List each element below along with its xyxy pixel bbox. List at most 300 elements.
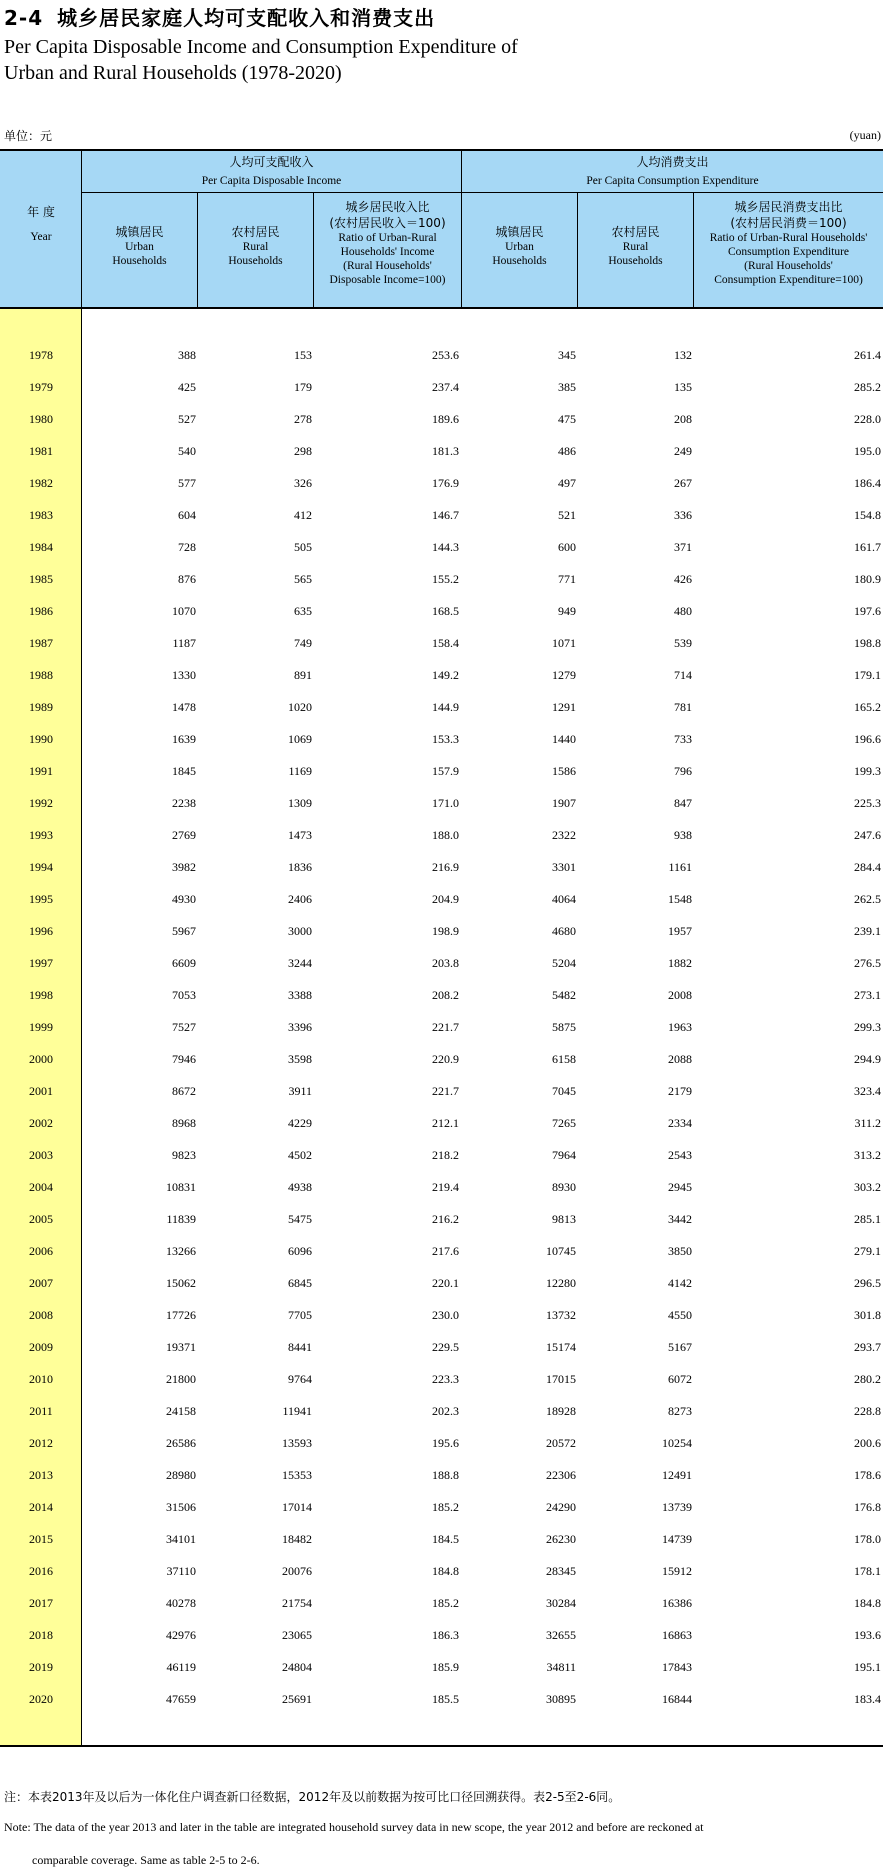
table-row bbox=[0, 819, 883, 851]
cell-year: 1997 bbox=[29, 956, 53, 970]
cell-consumption-rural: 1957 bbox=[668, 924, 692, 938]
unit-label-en: (yuan) bbox=[849, 128, 881, 142]
table-row bbox=[0, 403, 883, 435]
cell-year: 2011 bbox=[29, 1404, 53, 1418]
cell-consumption-rural: 2008 bbox=[668, 988, 692, 1002]
cell-consumption-rural: 4142 bbox=[668, 1276, 692, 1290]
cell-income-ratio: 204.9 bbox=[432, 892, 459, 906]
cell-consumption-urban: 1586 bbox=[552, 764, 576, 778]
cell-income-ratio: 188.8 bbox=[432, 1468, 459, 1482]
cell-year: 2003 bbox=[29, 1148, 53, 1162]
header-consumption-group bbox=[462, 154, 883, 188]
cell-year: 1995 bbox=[29, 892, 53, 906]
cell-income-urban: 7053 bbox=[172, 988, 196, 1002]
cell-income-rural: 7705 bbox=[288, 1308, 312, 1322]
table-row bbox=[0, 1459, 883, 1491]
header-income-urban-cn: 城镇居民 bbox=[115, 225, 164, 239]
cell-year: 1991 bbox=[29, 764, 53, 778]
table-row bbox=[0, 1043, 883, 1075]
cell-income-urban: 37110 bbox=[166, 1564, 196, 1578]
cell-year: 2017 bbox=[29, 1596, 53, 1610]
cell-income-rural: 8441 bbox=[288, 1340, 312, 1354]
cell-year: 1993 bbox=[29, 828, 53, 842]
header-consumption-ratio-en3: (Rural Households' bbox=[744, 260, 833, 272]
header-income-rural-cn: 农村居民 bbox=[231, 225, 280, 239]
cell-consumption-urban: 30284 bbox=[546, 1596, 576, 1610]
header-year-cn: 年 度 bbox=[27, 205, 55, 219]
cell-consumption-ratio: 313.2 bbox=[854, 1148, 881, 1162]
cell-consumption-ratio: 176.8 bbox=[854, 1500, 881, 1514]
cell-consumption-urban: 34811 bbox=[546, 1660, 576, 1674]
note-en-line1: Note: The data of the year 2013 and later in the table are integrated household survey data in new scope, the year 2012 and before are reckoned at bbox=[4, 1820, 704, 1834]
table-row bbox=[0, 1171, 883, 1203]
cell-income-ratio: 223.3 bbox=[432, 1372, 459, 1386]
cell-consumption-ratio: 197.6 bbox=[854, 604, 881, 618]
header-income-ratio-en1: Ratio of Urban-Rural bbox=[338, 232, 437, 244]
table-number: 2-4 bbox=[4, 6, 44, 30]
cell-consumption-ratio: 279.1 bbox=[854, 1244, 881, 1258]
cell-year: 1981 bbox=[29, 444, 53, 458]
cell-consumption-ratio: 294.9 bbox=[854, 1052, 881, 1066]
cell-year: 1996 bbox=[29, 924, 53, 938]
cell-consumption-urban: 345 bbox=[558, 348, 576, 362]
table-title-en-line1: Per Capita Disposable Income and Consumption Expenditure of bbox=[4, 36, 518, 58]
cell-income-urban: 26586 bbox=[166, 1436, 196, 1450]
cell-year: 1983 bbox=[29, 508, 53, 522]
cell-income-ratio: 221.7 bbox=[432, 1020, 459, 1034]
cell-income-ratio: 208.2 bbox=[432, 988, 459, 1002]
cell-year: 2016 bbox=[29, 1564, 53, 1578]
cell-consumption-ratio: 285.1 bbox=[854, 1212, 881, 1226]
table-row bbox=[0, 883, 883, 915]
cell-income-urban: 1639 bbox=[172, 732, 196, 746]
table-row bbox=[0, 1011, 883, 1043]
cell-income-ratio: 217.6 bbox=[432, 1244, 459, 1258]
cell-income-urban: 34101 bbox=[166, 1532, 196, 1546]
header-income-ratio-cn1: 城乡居民收入比 bbox=[345, 200, 430, 214]
cell-consumption-urban: 2322 bbox=[552, 828, 576, 842]
cell-consumption-urban: 475 bbox=[558, 412, 576, 426]
cell-income-rural: 3396 bbox=[288, 1020, 312, 1034]
cell-consumption-rural: 17843 bbox=[662, 1660, 692, 1674]
table-row bbox=[0, 627, 883, 659]
cell-income-rural: 4229 bbox=[288, 1116, 312, 1130]
cell-income-ratio: 144.3 bbox=[432, 540, 459, 554]
cell-income-rural: 3244 bbox=[288, 956, 312, 970]
cell-income-rural: 278 bbox=[294, 412, 312, 426]
cell-income-rural: 3000 bbox=[288, 924, 312, 938]
cell-consumption-urban: 385 bbox=[558, 380, 576, 394]
unit-label-cn: 单位：元 bbox=[4, 129, 53, 143]
cell-income-urban: 47659 bbox=[166, 1692, 196, 1706]
cell-year: 1986 bbox=[29, 604, 53, 618]
table-row bbox=[0, 595, 883, 627]
cell-consumption-rural: 8273 bbox=[668, 1404, 692, 1418]
cell-income-rural: 1309 bbox=[288, 796, 312, 810]
cell-year: 1984 bbox=[29, 540, 53, 554]
cell-consumption-rural: 480 bbox=[674, 604, 692, 618]
cell-consumption-ratio: 179.1 bbox=[854, 668, 881, 682]
cell-consumption-ratio: 301.8 bbox=[854, 1308, 881, 1322]
table-row bbox=[0, 1491, 883, 1523]
table-row bbox=[0, 1395, 883, 1427]
cell-income-rural: 20076 bbox=[282, 1564, 312, 1578]
header-consumption-rural bbox=[578, 224, 693, 268]
cell-year: 1988 bbox=[29, 668, 53, 682]
header-income-ratio-cn2: (农村居民收入＝100) bbox=[329, 216, 446, 230]
cell-consumption-rural: 1963 bbox=[668, 1020, 692, 1034]
cell-consumption-ratio: 183.4 bbox=[854, 1692, 881, 1706]
cell-income-urban: 527 bbox=[178, 412, 196, 426]
cell-income-urban: 13266 bbox=[166, 1244, 196, 1258]
cell-consumption-rural: 781 bbox=[674, 700, 692, 714]
cell-income-ratio: 188.0 bbox=[432, 828, 459, 842]
cell-consumption-urban: 26230 bbox=[546, 1532, 576, 1546]
header-income-group-cn: 人均可支配收入 bbox=[229, 155, 314, 169]
cell-consumption-rural: 938 bbox=[674, 828, 692, 842]
cell-year: 2006 bbox=[29, 1244, 53, 1258]
cell-consumption-urban: 12280 bbox=[546, 1276, 576, 1290]
cell-consumption-rural: 16386 bbox=[662, 1596, 692, 1610]
cell-consumption-rural: 2334 bbox=[668, 1116, 692, 1130]
table-row bbox=[0, 1651, 883, 1683]
cell-year: 1990 bbox=[29, 732, 53, 746]
cell-income-urban: 17726 bbox=[166, 1308, 196, 1322]
note-en-line2: comparable coverage. Same as table 2-5 to 2-6. bbox=[32, 1853, 260, 1867]
header-income-rural-en2: Households bbox=[228, 255, 283, 267]
header-consumption-rural-en1: Rural bbox=[622, 241, 649, 253]
cell-consumption-ratio: 196.6 bbox=[854, 732, 881, 746]
cell-income-urban: 1330 bbox=[172, 668, 196, 682]
cell-income-rural: 1020 bbox=[288, 700, 312, 714]
cell-income-rural: 3911 bbox=[288, 1084, 312, 1098]
cell-consumption-rural: 2543 bbox=[668, 1148, 692, 1162]
header-income-group bbox=[82, 154, 461, 188]
table-row bbox=[0, 563, 883, 595]
cell-income-rural: 3598 bbox=[288, 1052, 312, 1066]
cell-income-rural: 25691 bbox=[282, 1692, 312, 1706]
cell-consumption-urban: 18928 bbox=[546, 1404, 576, 1418]
table-title-cn-text: 城乡居民家庭人均可支配收入和消费支出 bbox=[57, 6, 436, 30]
table-row bbox=[0, 1107, 883, 1139]
cell-consumption-rural: 3850 bbox=[668, 1244, 692, 1258]
cell-income-ratio: 185.9 bbox=[432, 1660, 459, 1674]
cell-income-ratio: 219.4 bbox=[432, 1180, 459, 1194]
cell-income-urban: 5967 bbox=[172, 924, 196, 938]
cell-consumption-urban: 600 bbox=[558, 540, 576, 554]
cell-income-urban: 1070 bbox=[172, 604, 196, 618]
cell-income-rural: 635 bbox=[294, 604, 312, 618]
cell-year: 2012 bbox=[29, 1436, 53, 1450]
cell-income-urban: 9823 bbox=[172, 1148, 196, 1162]
cell-income-rural: 6845 bbox=[288, 1276, 312, 1290]
cell-consumption-ratio: 285.2 bbox=[854, 380, 881, 394]
cell-income-urban: 31506 bbox=[166, 1500, 196, 1514]
cell-consumption-urban: 7964 bbox=[552, 1148, 576, 1162]
cell-consumption-rural: 12491 bbox=[662, 1468, 692, 1482]
header-consumption-group-cn: 人均消费支出 bbox=[636, 155, 709, 169]
cell-income-urban: 42976 bbox=[166, 1628, 196, 1642]
cell-consumption-rural: 16863 bbox=[662, 1628, 692, 1642]
cell-year: 1978 bbox=[29, 348, 53, 362]
cell-consumption-rural: 4550 bbox=[668, 1308, 692, 1322]
cell-consumption-urban: 7265 bbox=[552, 1116, 576, 1130]
cell-consumption-rural: 426 bbox=[674, 572, 692, 586]
cell-year: 2019 bbox=[29, 1660, 53, 1674]
cell-consumption-urban: 13732 bbox=[546, 1308, 576, 1322]
table-row bbox=[0, 691, 883, 723]
cell-income-ratio: 212.1 bbox=[432, 1116, 459, 1130]
rule-header-bottom bbox=[0, 307, 883, 309]
table-row bbox=[0, 723, 883, 755]
table-row bbox=[0, 1075, 883, 1107]
cell-income-urban: 7527 bbox=[172, 1020, 196, 1034]
cell-income-urban: 1187 bbox=[172, 636, 196, 650]
header-consumption-ratio bbox=[694, 199, 883, 287]
cell-income-rural: 4502 bbox=[288, 1148, 312, 1162]
cell-consumption-rural: 1882 bbox=[668, 956, 692, 970]
table-row bbox=[0, 1683, 883, 1715]
cell-income-urban: 15062 bbox=[166, 1276, 196, 1290]
header-income-urban bbox=[82, 224, 197, 268]
cell-income-ratio: 198.9 bbox=[432, 924, 459, 938]
table-row bbox=[0, 499, 883, 531]
cell-income-ratio: 216.9 bbox=[432, 860, 459, 874]
cell-year: 2001 bbox=[29, 1084, 53, 1098]
table-title-cn bbox=[4, 2, 435, 31]
table-row bbox=[0, 531, 883, 563]
cell-income-rural: 326 bbox=[294, 476, 312, 490]
cell-consumption-ratio: 228.8 bbox=[854, 1404, 881, 1418]
cell-income-ratio: 220.1 bbox=[432, 1276, 459, 1290]
cell-consumption-rural: 16844 bbox=[662, 1692, 692, 1706]
cell-consumption-urban: 949 bbox=[558, 604, 576, 618]
cell-income-ratio: 155.2 bbox=[432, 572, 459, 586]
cell-income-rural: 2406 bbox=[288, 892, 312, 906]
cell-income-rural: 298 bbox=[294, 444, 312, 458]
cell-income-ratio: 158.4 bbox=[432, 636, 459, 650]
cell-income-urban: 11839 bbox=[166, 1212, 196, 1226]
cell-consumption-urban: 6158 bbox=[552, 1052, 576, 1066]
cell-income-rural: 1836 bbox=[288, 860, 312, 874]
cell-income-rural: 4938 bbox=[288, 1180, 312, 1194]
header-income-ratio-en2: Households' Income bbox=[340, 246, 435, 258]
cell-income-ratio: 144.9 bbox=[432, 700, 459, 714]
table-row bbox=[0, 1235, 883, 1267]
cell-year: 2014 bbox=[29, 1500, 53, 1514]
cell-income-rural: 505 bbox=[294, 540, 312, 554]
cell-consumption-ratio: 262.5 bbox=[854, 892, 881, 906]
table-row bbox=[0, 1363, 883, 1395]
cell-year: 1982 bbox=[29, 476, 53, 490]
cell-consumption-rural: 13739 bbox=[662, 1500, 692, 1514]
cell-consumption-urban: 5204 bbox=[552, 956, 576, 970]
cell-year: 2002 bbox=[29, 1116, 53, 1130]
cell-income-rural: 21754 bbox=[282, 1596, 312, 1610]
cell-consumption-rural: 796 bbox=[674, 764, 692, 778]
cell-income-ratio: 202.3 bbox=[432, 1404, 459, 1418]
cell-consumption-rural: 135 bbox=[674, 380, 692, 394]
cell-consumption-rural: 3442 bbox=[668, 1212, 692, 1226]
cell-consumption-urban: 15174 bbox=[546, 1340, 576, 1354]
cell-consumption-urban: 28345 bbox=[546, 1564, 576, 1578]
header-income-ratio-en3: (Rural Households' bbox=[343, 260, 432, 272]
table-row bbox=[0, 659, 883, 691]
table-row bbox=[0, 755, 883, 787]
cell-income-ratio: 253.6 bbox=[432, 348, 459, 362]
cell-income-urban: 7946 bbox=[172, 1052, 196, 1066]
cell-consumption-ratio: 161.7 bbox=[854, 540, 881, 554]
table-body bbox=[0, 339, 883, 1715]
cell-year: 1980 bbox=[29, 412, 53, 426]
cell-year: 1992 bbox=[29, 796, 53, 810]
cell-income-urban: 2238 bbox=[172, 796, 196, 810]
header-consumption-urban-en2: Households bbox=[492, 255, 547, 267]
cell-consumption-ratio: 184.8 bbox=[854, 1596, 881, 1610]
cell-year: 2007 bbox=[29, 1276, 53, 1290]
table-row bbox=[0, 435, 883, 467]
cell-income-urban: 604 bbox=[178, 508, 196, 522]
table-title-en-line2: Urban and Rural Households (1978-2020) bbox=[4, 62, 342, 84]
rule-bottom bbox=[0, 1745, 883, 1747]
cell-consumption-ratio: 180.9 bbox=[854, 572, 881, 586]
cell-income-ratio: 220.9 bbox=[432, 1052, 459, 1066]
header-consumption-ratio-en2: Consumption Expenditure bbox=[727, 246, 850, 258]
cell-income-urban: 10831 bbox=[166, 1180, 196, 1194]
cell-income-rural: 179 bbox=[294, 380, 312, 394]
cell-income-ratio: 195.6 bbox=[432, 1436, 459, 1450]
cell-year: 2005 bbox=[29, 1212, 53, 1226]
cell-consumption-urban: 1291 bbox=[552, 700, 576, 714]
cell-consumption-ratio: 323.4 bbox=[854, 1084, 881, 1098]
header-consumption-group-en: Per Capita Consumption Expenditure bbox=[586, 175, 759, 187]
cell-year: 1998 bbox=[29, 988, 53, 1002]
cell-income-rural: 5475 bbox=[288, 1212, 312, 1226]
cell-consumption-rural: 1548 bbox=[668, 892, 692, 906]
cell-consumption-urban: 7045 bbox=[552, 1084, 576, 1098]
cell-consumption-urban: 1907 bbox=[552, 796, 576, 810]
table-row bbox=[0, 1427, 883, 1459]
cell-income-rural: 13593 bbox=[282, 1436, 312, 1450]
cell-consumption-rural: 2088 bbox=[668, 1052, 692, 1066]
table-row bbox=[0, 1523, 883, 1555]
cell-income-ratio: 149.2 bbox=[432, 668, 459, 682]
cell-consumption-urban: 521 bbox=[558, 508, 576, 522]
cell-income-ratio: 185.5 bbox=[432, 1692, 459, 1706]
header-income-group-en: Per Capita Disposable Income bbox=[201, 175, 342, 187]
cell-income-urban: 19371 bbox=[166, 1340, 196, 1354]
cell-income-ratio: 153.3 bbox=[432, 732, 459, 746]
cell-year: 2018 bbox=[29, 1628, 53, 1642]
cell-income-ratio: 146.7 bbox=[432, 508, 459, 522]
cell-consumption-ratio: 239.1 bbox=[854, 924, 881, 938]
table-row bbox=[0, 371, 883, 403]
cell-income-urban: 21800 bbox=[166, 1372, 196, 1386]
cell-income-urban: 577 bbox=[178, 476, 196, 490]
cell-consumption-rural: 14739 bbox=[662, 1532, 692, 1546]
cell-consumption-urban: 24290 bbox=[546, 1500, 576, 1514]
cell-income-ratio: 216.2 bbox=[432, 1212, 459, 1226]
cell-consumption-urban: 4680 bbox=[552, 924, 576, 938]
table-row bbox=[0, 851, 883, 883]
cell-consumption-rural: 539 bbox=[674, 636, 692, 650]
cell-income-rural: 3388 bbox=[288, 988, 312, 1002]
cell-income-rural: 17014 bbox=[282, 1500, 312, 1514]
table-row bbox=[0, 1619, 883, 1651]
cell-income-urban: 4930 bbox=[172, 892, 196, 906]
cell-income-ratio: 168.5 bbox=[432, 604, 459, 618]
cell-consumption-urban: 4064 bbox=[552, 892, 576, 906]
header-consumption-ratio-cn2: (农村居民消费＝100) bbox=[730, 216, 847, 230]
cell-year: 1979 bbox=[29, 380, 53, 394]
cell-income-rural: 15353 bbox=[282, 1468, 312, 1482]
cell-consumption-ratio: 261.4 bbox=[854, 348, 881, 362]
cell-income-ratio: 186.3 bbox=[432, 1628, 459, 1642]
cell-consumption-rural: 733 bbox=[674, 732, 692, 746]
cell-consumption-urban: 497 bbox=[558, 476, 576, 490]
table-row bbox=[0, 1587, 883, 1619]
header-consumption-urban-cn: 城镇居民 bbox=[495, 225, 544, 239]
cell-consumption-ratio: 299.3 bbox=[854, 1020, 881, 1034]
cell-income-urban: 8672 bbox=[172, 1084, 196, 1098]
cell-income-ratio: 184.5 bbox=[432, 1532, 459, 1546]
cell-income-urban: 876 bbox=[178, 572, 196, 586]
cell-income-ratio: 189.6 bbox=[432, 412, 459, 426]
header-income-ratio-en4: Disposable Income=100) bbox=[329, 274, 446, 286]
cell-consumption-urban: 771 bbox=[558, 572, 576, 586]
cell-consumption-urban: 1071 bbox=[552, 636, 576, 650]
cell-consumption-ratio: 273.1 bbox=[854, 988, 881, 1002]
cell-income-rural: 6096 bbox=[288, 1244, 312, 1258]
header-consumption-ratio-en4: Consumption Expenditure=100) bbox=[714, 274, 863, 286]
cell-income-urban: 40278 bbox=[166, 1596, 196, 1610]
cell-consumption-ratio: 225.3 bbox=[854, 796, 881, 810]
header-income-rural-en1: Rural bbox=[242, 241, 269, 253]
cell-income-urban: 728 bbox=[178, 540, 196, 554]
cell-income-ratio: 237.4 bbox=[432, 380, 459, 394]
cell-year: 2013 bbox=[29, 1468, 53, 1482]
cell-consumption-rural: 10254 bbox=[662, 1436, 692, 1450]
header-income-urban-en2: Households bbox=[112, 255, 167, 267]
cell-consumption-rural: 714 bbox=[674, 668, 692, 682]
cell-consumption-rural: 5167 bbox=[668, 1340, 692, 1354]
cell-income-ratio: 230.0 bbox=[432, 1308, 459, 1322]
cell-year: 1987 bbox=[29, 636, 53, 650]
rule-group-divider bbox=[82, 192, 883, 193]
table-row bbox=[0, 1203, 883, 1235]
cell-income-urban: 24158 bbox=[166, 1404, 196, 1418]
header-consumption-rural-en2: Households bbox=[608, 255, 663, 267]
cell-year: 1999 bbox=[29, 1020, 53, 1034]
header-income-ratio bbox=[314, 199, 461, 287]
header-consumption-urban-en1: Urban bbox=[505, 241, 534, 253]
cell-consumption-ratio: 247.6 bbox=[854, 828, 881, 842]
cell-year: 2020 bbox=[29, 1692, 53, 1706]
cell-income-ratio: 157.9 bbox=[432, 764, 459, 778]
cell-income-ratio: 171.0 bbox=[432, 796, 459, 810]
cell-income-urban: 425 bbox=[178, 380, 196, 394]
cell-year: 2000 bbox=[29, 1052, 53, 1066]
cell-income-rural: 24804 bbox=[282, 1660, 312, 1674]
cell-income-rural: 153 bbox=[294, 348, 312, 362]
cell-income-rural: 23065 bbox=[282, 1628, 312, 1642]
cell-consumption-ratio: 228.0 bbox=[854, 412, 881, 426]
cell-consumption-urban: 17015 bbox=[546, 1372, 576, 1386]
rule-top bbox=[0, 149, 883, 151]
cell-income-urban: 8968 bbox=[172, 1116, 196, 1130]
cell-income-rural: 1169 bbox=[288, 764, 312, 778]
table-row bbox=[0, 787, 883, 819]
